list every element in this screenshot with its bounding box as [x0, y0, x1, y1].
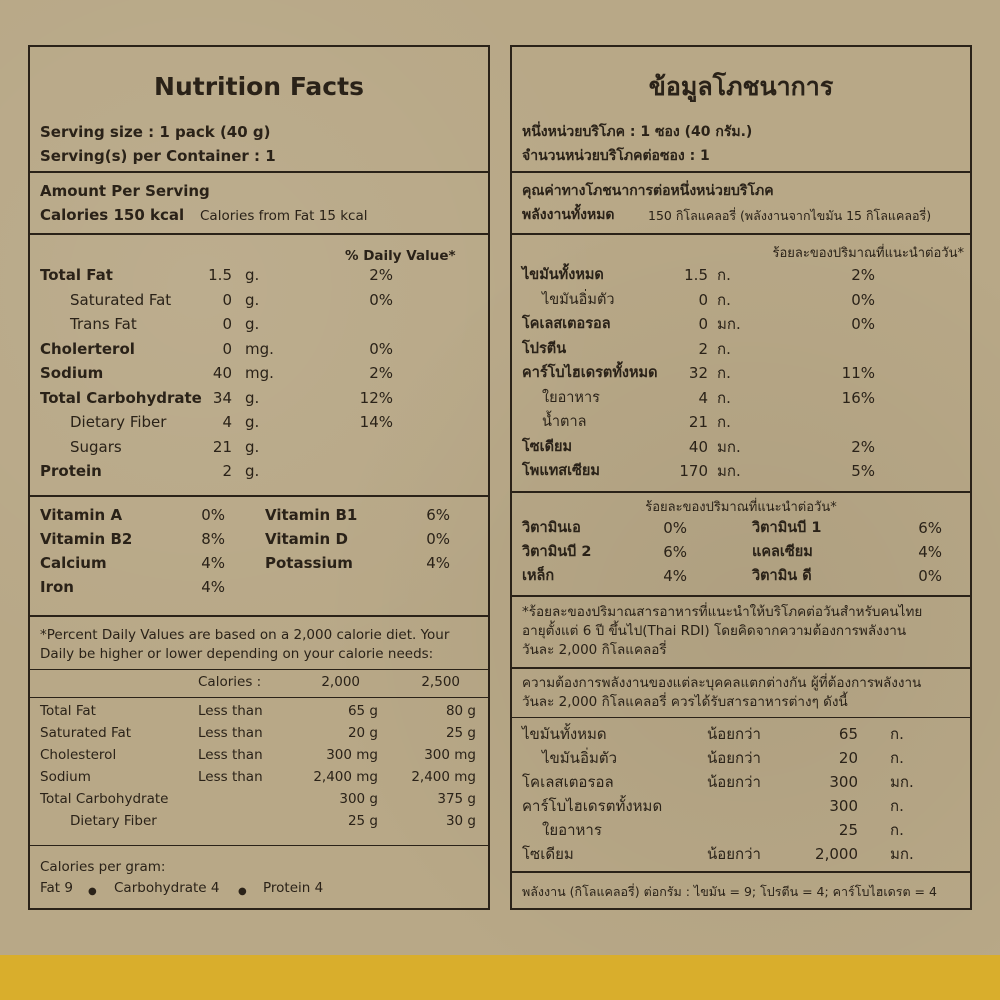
th-nutrient-name: โซเดียม	[522, 438, 573, 455]
en-nutrient-unit: g.	[245, 388, 260, 407]
en-ref-2000: 300 mg	[326, 747, 378, 763]
en-vitamin-value: 0%	[201, 506, 225, 524]
th-req-unit: ก.	[890, 725, 904, 743]
en-divider	[30, 845, 488, 846]
th-nutrient-amount: 21	[688, 413, 708, 431]
th-requirement-section	[512, 669, 970, 873]
en-nutrient-unit: mg.	[245, 364, 274, 382]
th-vitamins-section	[512, 493, 970, 597]
yellow-band	[0, 955, 1000, 1000]
en-vitamin-name: Vitamin D	[265, 530, 348, 548]
en-vitamin-value: 4%	[426, 554, 450, 572]
th-nutrient-unit: ก.	[717, 339, 731, 358]
en-vitamin-name: Calcium	[40, 554, 107, 572]
th-req-name: ใยอาหาร	[542, 821, 602, 839]
en-footnote-1: *Percent Daily Values are based on a 2,000 calorie diet. Your	[40, 627, 450, 643]
en-nutrient-name: Total Fat	[40, 266, 113, 284]
th-nutrient-name: โปรตีน	[522, 340, 567, 357]
th-req-limit: น้อยกว่า	[707, 773, 761, 791]
th-nutrient-amount: 170	[679, 462, 708, 480]
th-req-unit: ก.	[890, 797, 904, 815]
th-vitamin-value: 0%	[663, 519, 687, 537]
th-req-limit: น้อยกว่า	[707, 749, 761, 767]
en-ref-name: Cholesterol	[40, 747, 117, 763]
en-nutrient-dv: 0%	[369, 339, 393, 358]
th-nutrient-name: ใยอาหาร	[542, 389, 600, 406]
th-nutrient-unit: ก.	[717, 364, 731, 382]
en-cal-protein: Protein 4	[263, 880, 324, 896]
en-ref-2500: 375 g	[437, 791, 476, 807]
en-ref-2500: 2,400 mg	[411, 769, 476, 785]
en-nutrients-section	[30, 235, 488, 497]
en-nutrient-name: Dietary Fiber	[70, 413, 167, 431]
th-nutrients-section	[512, 235, 970, 493]
th-vitamin-name: วิตามินบี 2	[522, 544, 592, 560]
th-nutrient-amount: 0	[698, 290, 708, 309]
th-nutrient-amount: 40	[688, 437, 708, 456]
en-ref-calories-label: Calories :	[198, 674, 262, 690]
th-energy-per-gram-section	[512, 873, 970, 910]
en-ref-2000: 20 g	[347, 725, 378, 741]
th-req-name: ไขมันอิ่มตัว	[542, 749, 617, 767]
th-vitamin-value: 6%	[663, 543, 687, 561]
th-divider	[512, 717, 970, 718]
en-vitamin-value: 4%	[201, 554, 225, 572]
th-req-value: 65	[838, 725, 858, 743]
en-nutrient-name: Sugars	[70, 437, 122, 456]
en-nutrient-amount: 0	[222, 290, 232, 309]
en-vitamin-value: 8%	[201, 530, 225, 548]
th-vitamin-value: 6%	[918, 519, 942, 537]
en-ref-name: Saturated Fat	[40, 725, 132, 741]
th-req-2: วันละ 2,000 กิโลแคลอรี่ ควรได้รับสารอาหารต่างๆ ดังนี้	[522, 694, 848, 710]
en-nutrient-amount: 4	[222, 413, 232, 431]
en-nutrient-amount: 2	[222, 462, 232, 480]
en-calories: Calories 150 kcal	[40, 206, 185, 224]
th-vitamin-value: 0%	[918, 567, 942, 585]
th-header-section	[512, 47, 970, 173]
th-nutrient-name: คาร์โบไฮเดรตทั้งหมด	[522, 365, 658, 381]
en-ref-limit: Less than	[198, 725, 263, 741]
en-ref-2000: 300 g	[339, 791, 378, 807]
en-vitamin-name: Potassium	[265, 554, 353, 572]
en-nutrient-unit: g.	[245, 290, 260, 309]
en-ref-limit: Less than	[198, 769, 263, 785]
th-nutrient-amount: 0	[698, 315, 708, 333]
th-amount-per-serving: คุณค่าทางโภชนาการต่อหนึ่งหน่วยบริโภค	[522, 183, 774, 199]
en-nutrient-name: Saturated Fat	[70, 290, 172, 309]
en-reference-section	[30, 617, 488, 910]
en-ref-2000: 65 g	[347, 703, 378, 719]
en-ref-col-2000: 2,000	[321, 674, 360, 690]
th-req-name: โซเดียม	[522, 845, 574, 863]
en-nutrient-dv: 0%	[369, 290, 393, 309]
th-nutrient-unit: ก.	[717, 266, 731, 284]
th-energy-per-gram: พลังงาน (กิโลแคลอรี่) ต่อกรัม : ไขมัน = 9; โปรตีน = 4; คาร์โบไฮเดรต = 4	[522, 884, 937, 899]
en-ref-name: Total Carbohydrate	[40, 791, 169, 807]
en-nutrient-name: Trans Fat	[70, 315, 137, 333]
th-nutrient-unit: มก.	[717, 315, 741, 333]
en-ref-2000: 25 g	[347, 813, 378, 829]
th-req-unit: มก.	[890, 845, 914, 863]
th-vitamin-name: แคลเซียม	[752, 544, 813, 560]
en-nutrient-dv: 2%	[369, 364, 393, 382]
thai-nutrition-panel	[510, 45, 972, 910]
th-req-limit: น้อยกว่า	[707, 845, 761, 863]
en-divider	[30, 697, 488, 698]
en-vitamins-section	[30, 497, 488, 617]
th-nutrient-name: โพแทสเซียม	[522, 463, 600, 479]
th-rdi-note-section	[512, 597, 970, 669]
en-nutrient-unit: mg.	[245, 339, 274, 358]
en-amount-section	[30, 173, 488, 235]
en-nutrient-unit: g.	[245, 266, 260, 284]
th-vitamin-value: 4%	[918, 543, 942, 561]
th-req-name: โคเลสเตอรอล	[522, 773, 614, 791]
th-req-limit: น้อยกว่า	[707, 725, 761, 743]
en-nutrient-unit: g.	[245, 437, 260, 456]
en-serving-size: Serving size : 1 pack (40 g)	[40, 123, 271, 141]
en-ref-2000: 2,400 mg	[313, 769, 378, 785]
en-nutrient-amount: 0	[222, 315, 232, 333]
th-amount-section	[512, 173, 970, 235]
th-nutrient-amount: 4	[698, 388, 708, 407]
en-ref-name: Sodium	[40, 769, 91, 785]
th-req-unit: มก.	[890, 773, 914, 791]
en-nutrient-amount: 21	[212, 437, 232, 456]
th-nutrient-unit: มก.	[717, 437, 741, 456]
en-nutrient-unit: g.	[245, 315, 260, 333]
th-vitamin-name: เหล็ก	[522, 568, 555, 584]
en-cal-fat: Fat 9	[40, 880, 73, 896]
en-vitamin-value: 4%	[201, 578, 225, 596]
en-ref-2500: 25 g	[445, 725, 476, 741]
th-nutrient-unit: มก.	[717, 462, 741, 480]
th-nutrient-dv: 2%	[851, 437, 875, 456]
en-calories-per-gram: Calories per gram:	[40, 859, 166, 875]
th-serving-size: หนึ่งหน่วยบริโภค : 1 ซอง (40 กรัม.)	[522, 124, 753, 140]
th-nutrient-amount: 32	[688, 364, 708, 382]
en-vitamin-value: 0%	[426, 530, 450, 548]
th-nutrient-dv: 2%	[851, 266, 875, 284]
th-nutrient-amount: 1.5	[684, 266, 708, 284]
en-nutrient-name: Total Carbohydrate	[40, 388, 202, 407]
en-amount-per-serving: Amount Per Serving	[40, 182, 210, 200]
th-req-unit: ก.	[890, 821, 904, 839]
th-nutrient-dv: 0%	[851, 290, 875, 309]
th-nutrient-dv: 0%	[851, 315, 875, 333]
en-ref-limit: Less than	[198, 703, 263, 719]
th-nutrient-dv: 11%	[841, 364, 875, 382]
th-nutrient-dv: 5%	[851, 462, 875, 480]
en-calories-from-fat: Calories from Fat 15 kcal	[200, 208, 368, 224]
th-req-1: ความต้องการพลังงานของแต่ละบุคคลแตกต่างกัน ผู้ที่ต้องการพลังงาน	[522, 675, 922, 691]
en-vitamin-name: Vitamin B1	[265, 506, 358, 524]
th-energy-label: พลังงานทั้งหมด	[522, 207, 615, 223]
th-note-2: อายุตั้งแต่ 6 ปี ขึ้นไป(Thai RDI) โดยคิดจากความต้องการพลังงาน	[522, 623, 907, 639]
th-nutrient-unit: ก.	[717, 413, 731, 431]
th-req-value: 300	[829, 773, 858, 791]
en-nutrient-amount: 1.5	[208, 266, 232, 284]
th-nutrient-unit: ก.	[717, 290, 731, 309]
th-nutrient-dv: 16%	[841, 388, 875, 407]
th-nutrient-amount: 2	[698, 339, 708, 358]
th-note-1: *ร้อยละของปริมาณสารอาหารที่แนะนำให้บริโภคต่อวันสำหรับคนไทย	[522, 604, 923, 620]
en-vitamin-name: Vitamin B2	[40, 530, 133, 548]
th-nutrient-name: ไขมันอิ่มตัว	[542, 291, 615, 308]
th-req-value: 2,000	[815, 845, 858, 863]
en-ref-2500: 80 g	[445, 703, 476, 719]
th-vitamin-value: 4%	[663, 567, 687, 585]
en-vitamin-name: Vitamin A	[40, 506, 123, 524]
en-nutrient-dv: 2%	[369, 266, 393, 284]
en-nutrient-unit: g.	[245, 413, 260, 431]
en-nutrient-unit: g.	[245, 462, 260, 480]
th-vitamin-name: วิตามินเอ	[522, 520, 581, 536]
en-nutrient-amount: 0	[222, 339, 232, 358]
th-energy-value: 150 กิโลแคลอรี่ (พลังงานจากไขมัน 15 กิโลแคลอรี่)	[648, 208, 932, 223]
en-cal-carb: Carbohydrate 4	[114, 880, 220, 896]
bullet-icon: ●	[238, 886, 247, 897]
en-ref-col-2500: 2,500	[421, 674, 460, 690]
th-vitamin-name: วิตามิน ดี	[752, 568, 812, 584]
th-req-unit: ก.	[890, 749, 904, 767]
en-footnote-2: Daily be higher or lower depending on your calorie needs:	[40, 646, 434, 662]
en-nutrient-name: Cholerterol	[40, 339, 135, 358]
en-ref-name: Dietary Fiber	[70, 813, 157, 829]
th-servings-per-pack: จำนวนหน่วยบริโภคต่อซอง : 1	[522, 148, 710, 164]
en-nutrient-amount: 34	[212, 388, 232, 407]
th-req-value: 25	[838, 821, 858, 839]
en-nutrient-dv: 14%	[359, 413, 393, 431]
en-ref-2500: 30 g	[445, 813, 476, 829]
th-title: ข้อมูลโภชนาการ	[648, 72, 834, 101]
th-note-3: วันละ 2,000 กิโลแคลอรี่	[522, 642, 667, 658]
en-nutrient-dv: 12%	[359, 388, 393, 407]
en-vitamin-value: 6%	[426, 506, 450, 524]
en-nutrient-name: Sodium	[40, 364, 104, 382]
th-dv-header: ร้อยละของปริมาณที่แนะนำต่อวัน*	[772, 246, 964, 261]
nutrition-facts-panel	[28, 45, 490, 910]
en-servings-per-container: Serving(s) per Container : 1	[40, 147, 276, 165]
en-ref-2500: 300 mg	[424, 747, 476, 763]
en-dv-header: % Daily Value*	[345, 248, 456, 264]
en-title: Nutrition Facts	[154, 72, 364, 101]
en-ref-limit: Less than	[198, 747, 263, 763]
en-nutrient-name: Protein	[40, 462, 102, 480]
en-ref-name: Total Fat	[40, 703, 96, 719]
th-req-name: คาร์โบไฮเดรตทั้งหมด	[522, 797, 663, 815]
th-nutrient-unit: ก.	[717, 388, 731, 407]
th-req-value: 300	[829, 797, 858, 815]
en-vitamin-name: Iron	[40, 578, 74, 596]
th-vitamin-name: วิตามินบี 1	[752, 520, 822, 536]
bullet-icon: ●	[88, 886, 97, 897]
en-header-section	[30, 47, 488, 173]
th-req-name: ไขมันทั้งหมด	[522, 725, 607, 743]
th-nutrient-name: น้ำตาล	[542, 414, 587, 430]
th-nutrient-name: ไขมันทั้งหมด	[522, 267, 604, 283]
en-nutrient-amount: 40	[212, 364, 232, 382]
en-divider	[30, 669, 488, 670]
th-req-value: 20	[838, 749, 858, 767]
th-vit-header: ร้อยละของปริมาณที่แนะนำต่อวัน*	[645, 500, 837, 515]
th-nutrient-name: โคเลสเตอรอล	[522, 316, 611, 332]
